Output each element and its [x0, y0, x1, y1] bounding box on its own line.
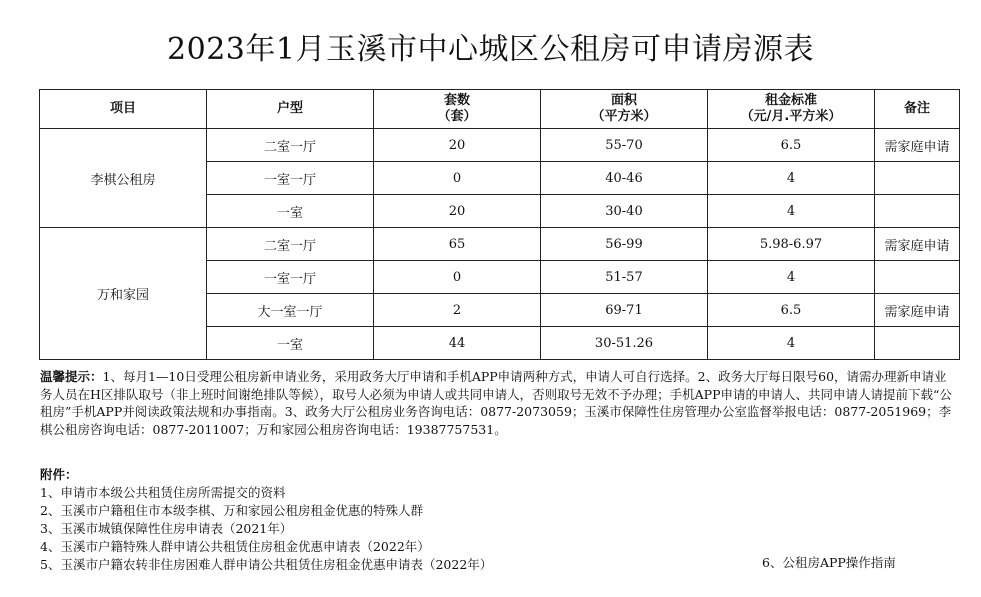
project-cell: 万和家园	[40, 228, 207, 360]
type-cell: 大一室一厅	[207, 294, 374, 327]
rent-cell: 6.5	[708, 294, 875, 327]
table-row	[40, 228, 960, 261]
count-cell: 20	[374, 129, 541, 162]
area-cell: 40-46	[541, 162, 708, 195]
count-cell: 65	[374, 228, 541, 261]
area-cell: 30-40	[541, 195, 708, 228]
attachments-section	[40, 466, 955, 574]
header-type: 户型	[207, 90, 374, 129]
type-cell: 一室	[207, 327, 374, 360]
area-cell: 69-71	[541, 294, 708, 327]
notes-text: 1、每月1—10日受理公租房新申请业务，采用政务大厅申请和手机APP申请两种方式，申请人可自行选择。2、政务大厅每日限号60，请需办理新申请业务人员在H区排队取号（非上班时间谢绝排队等候），取号人必须为申请人或共同申请人，否则取号无效不予办理；手机APP申请的申请人、共同申请人请提前下载“公租房”手机APP并阅读政策法规和办事指南。3、政务大厅公租房业务咨询电话：0877-2073059；玉溪市保障性住房管理办公室监督举报电话：0877-2051969；李棋公租房咨询电话：0877-2011007；万和家园公租房咨询电话：19387757531。	[40, 369, 952, 437]
attachments-label: 附件：	[40, 467, 78, 482]
note-cell	[875, 162, 960, 195]
project-cell: 李棋公租房	[40, 129, 207, 228]
area-cell: 30-51.26	[541, 327, 708, 360]
rent-cell: 4	[708, 162, 875, 195]
rent-cell: 4	[708, 327, 875, 360]
header-count: 套数 （套）	[374, 90, 541, 129]
attachment-item: 3、玉溪市城镇保障性住房申请表（2021年）	[40, 521, 293, 536]
note-cell: 需家庭申请	[875, 129, 960, 162]
attachment-item: 6、公租房APP操作指南	[762, 555, 896, 570]
note-cell: 需家庭申请	[875, 228, 960, 261]
area-cell: 55-70	[541, 129, 708, 162]
note-cell	[875, 327, 960, 360]
attachment-item: 1、申请市本级公共租赁住房所需提交的资料	[40, 485, 286, 500]
rent-cell: 5.98-6.97	[708, 228, 875, 261]
header-rent: 租金标准 （元/月.平方米）	[708, 90, 875, 129]
header-area: 面积 （平方米）	[541, 90, 708, 129]
note-cell	[875, 261, 960, 294]
header-note: 备注	[875, 90, 960, 129]
notes-label: 温馨提示：	[40, 369, 103, 384]
type-cell: 一室一厅	[207, 162, 374, 195]
attachment-item: 2、玉溪市户籍租住市本级李棋、万和家园公租房租金优惠的特殊人群	[40, 503, 423, 518]
count-cell: 2	[374, 294, 541, 327]
count-cell: 0	[374, 261, 541, 294]
note-cell	[875, 195, 960, 228]
header-project: 项目	[40, 90, 207, 129]
type-cell: 二室一厅	[207, 228, 374, 261]
attachment-item: 5、玉溪市户籍农转非住房困难人群申请公共租赁住房租金优惠申请表（2022年）	[40, 557, 493, 572]
area-cell: 56-99	[541, 228, 708, 261]
rent-cell: 4	[708, 261, 875, 294]
area-cell: 51-57	[541, 261, 708, 294]
rent-cell: 4	[708, 195, 875, 228]
count-cell: 20	[374, 195, 541, 228]
type-cell: 二室一厅	[207, 129, 374, 162]
note-cell: 需家庭申请	[875, 294, 960, 327]
count-cell: 44	[374, 327, 541, 360]
type-cell: 一室一厅	[207, 261, 374, 294]
attachment-item: 4、玉溪市户籍特殊人群申请公共租赁住房租金优惠申请表（2022年）	[40, 539, 430, 554]
count-cell: 0	[374, 162, 541, 195]
notes-paragraph	[40, 368, 955, 438]
page-title: 2023年1月玉溪市中心城区公租房可申请房源表	[167, 32, 814, 67]
table-header-row	[40, 90, 960, 129]
type-cell: 一室	[207, 195, 374, 228]
table-row	[40, 129, 960, 162]
rent-cell: 6.5	[708, 129, 875, 162]
housing-table	[39, 89, 960, 360]
